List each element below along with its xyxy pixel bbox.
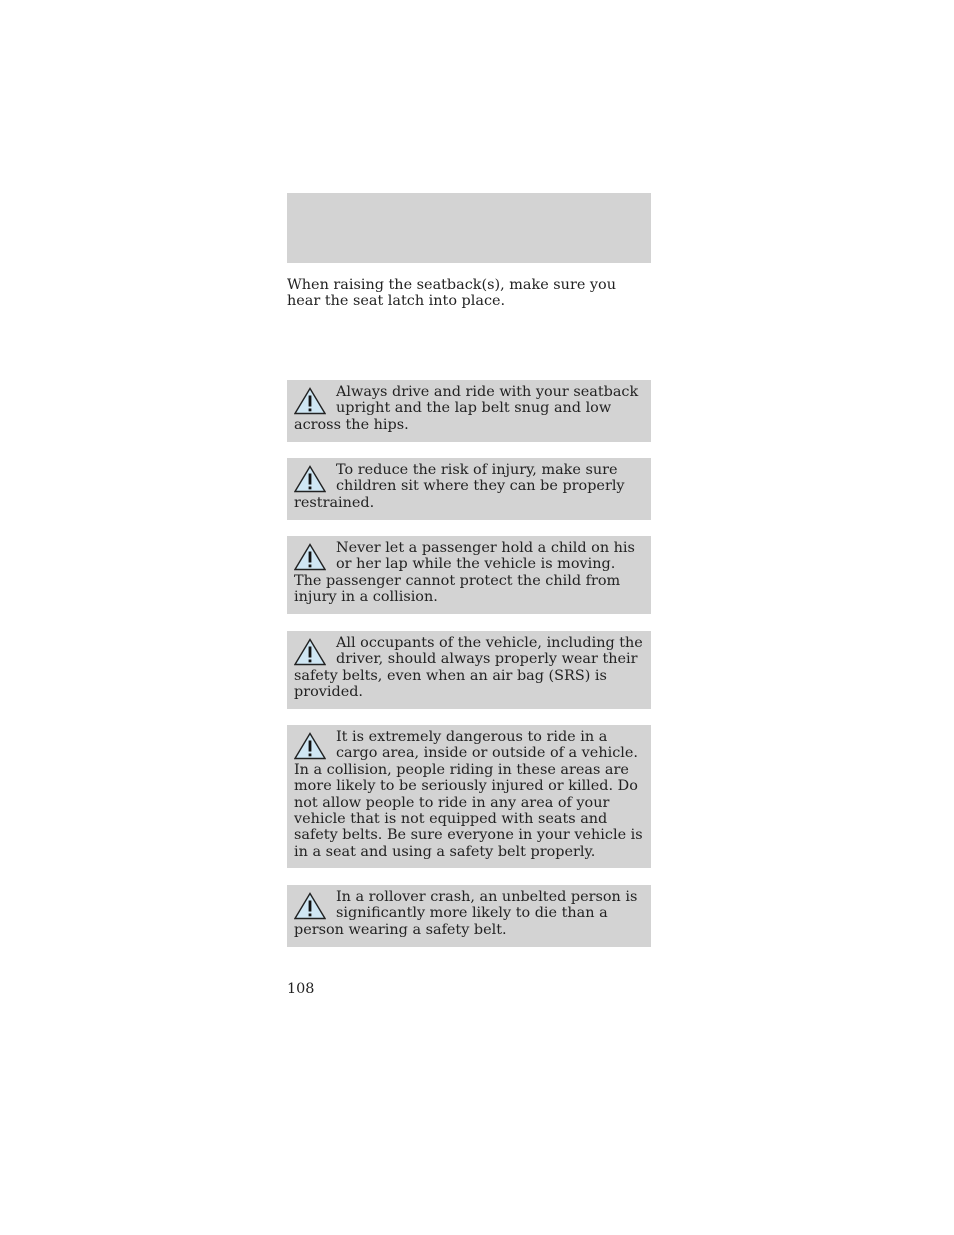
warning-triangle-icon [294, 387, 326, 415]
warning-triangle-icon [294, 543, 326, 571]
warning-triangle-icon [294, 892, 326, 920]
warning-text: It is extremely dangerous to ride in a cargo area, inside or outside of a vehicle. In a collision, people riding in these areas are more likely to be seriously injured or killed. Do not allow people to ride in any area of your vehicle that is not equipped with seats and safety belts. Be sure everyone in your vehicle is in a seat and using a safety belt properly. [294, 729, 643, 860]
warning-box [287, 885, 651, 947]
warning-box [287, 458, 651, 520]
warning-text: To reduce the risk of injury, make sure children sit where they can be properly restrained. [294, 462, 625, 511]
warning-text: Always drive and ride with your seatback upright and the lap belt snug and low across the hips. [294, 384, 639, 433]
warning-box [287, 631, 651, 709]
warning-triangle-icon [294, 638, 326, 666]
warning-triangle-icon [294, 465, 326, 493]
intro-paragraph: When raising the seatback(s), make sure you hear the seat latch into place. [287, 277, 616, 310]
warning-box [287, 380, 651, 442]
warning-box [287, 536, 651, 614]
warning-text: Never let a passenger hold a child on his or her lap while the vehicle is moving. The passenger cannot protect the child from injury in a collision. [294, 540, 635, 606]
page-number: 108 [287, 981, 315, 997]
section-header-band [287, 193, 651, 263]
warning-text: All occupants of the vehicle, including the driver, should always properly wear their safety belts, even when an air bag (SRS) is provided. [294, 635, 643, 701]
warning-box [287, 725, 651, 868]
warning-text: In a rollover crash, an unbelted person is significantly more likely to die than a person wearing a safety belt. [294, 889, 638, 938]
warning-triangle-icon [294, 732, 326, 760]
